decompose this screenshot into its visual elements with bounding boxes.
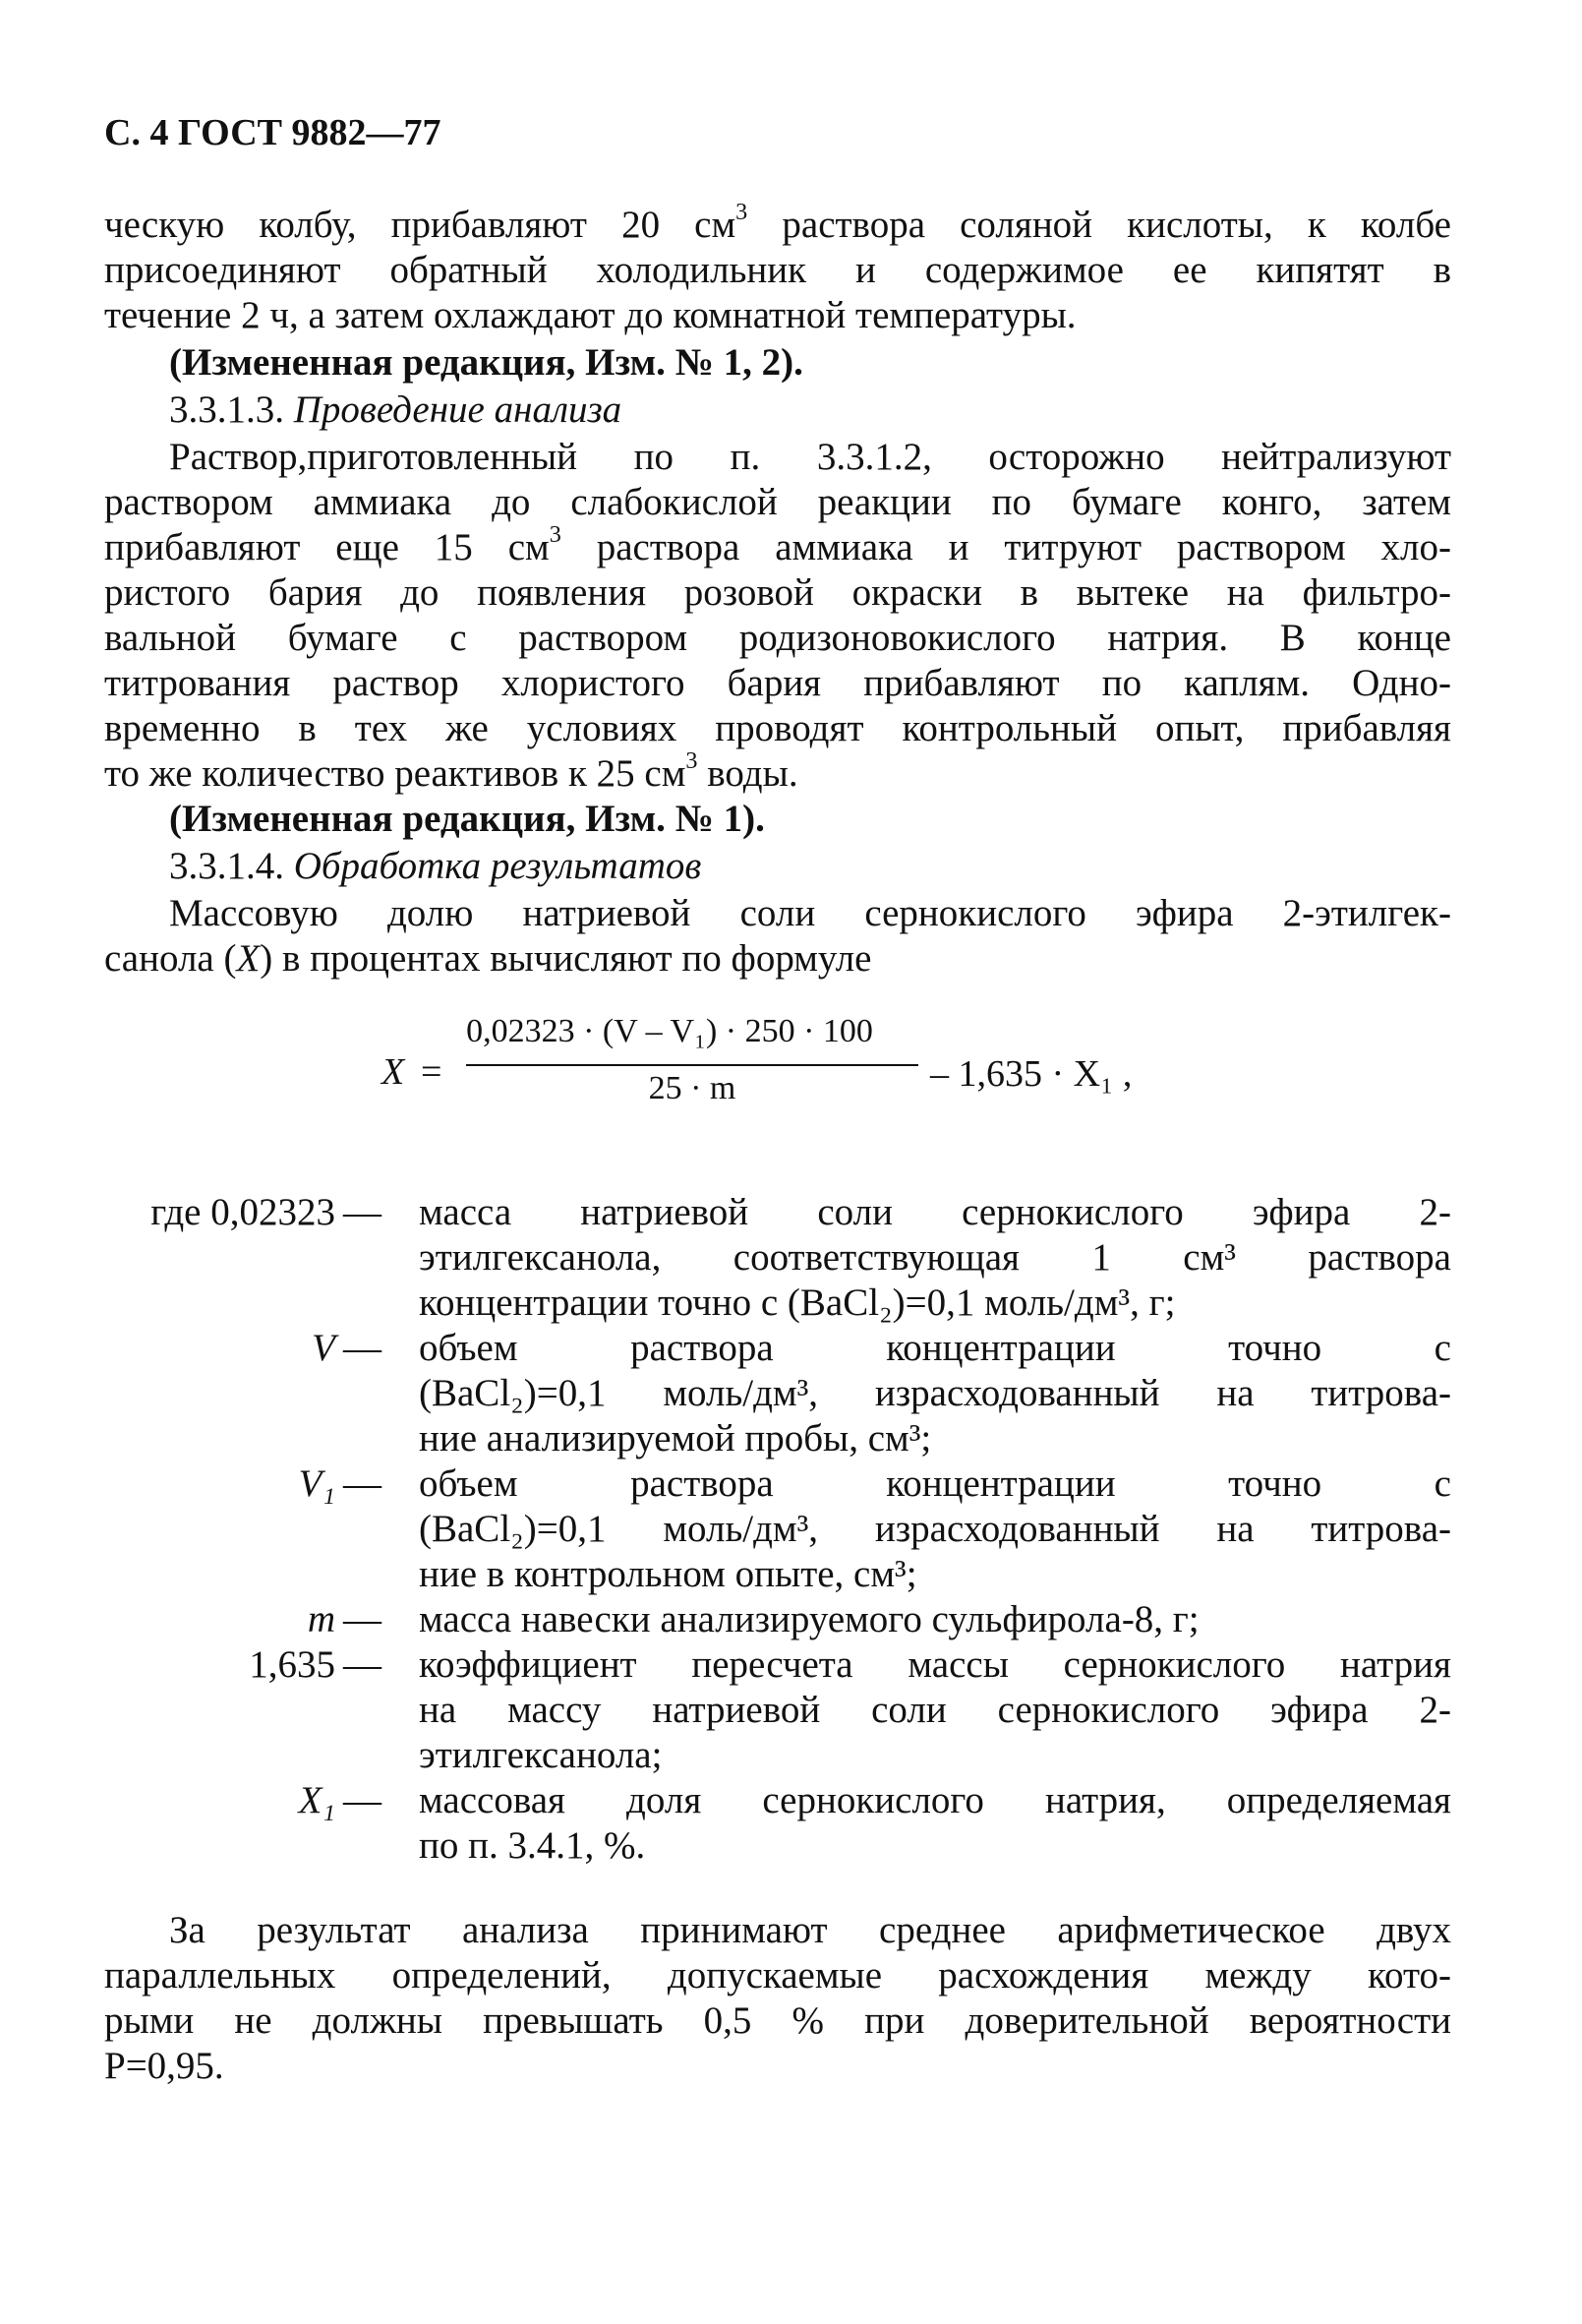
formula-tail: – 1,635 · X₁ , [930, 1053, 1133, 1095]
text-line: вальной бумаге с раствором родизоновокислого натрия. В конце [104, 617, 1451, 659]
text-line: ческую колбу, прибавляют 20 $см^3$ раствора соляной кислоты, к колбе [104, 198, 1451, 246]
text-line: ристого бария до появления розовой окраски в вытеке на фильтро- [104, 571, 1451, 614]
text-line: течение 2 ч, а затем охлаждают до комнатной температуры. [104, 294, 1077, 336]
text-line: Раствор,приготовленный по п. 3.3.1.2, осторожно нейтрализуют [169, 436, 1451, 478]
text-line: прибавляют еще 15 $см^3$ раствора аммиака и титруют раствором хло- [104, 520, 1451, 568]
formula-equals: = [421, 1051, 442, 1093]
text-line: санола (X) в процентах вычисляют по формуле [104, 937, 872, 980]
text-line: титрования раствор хлористого бария прибавляют по каплям. Одно- [104, 662, 1451, 704]
definition-symbol: 1,635 — [249, 1643, 381, 1686]
definition-symbol: X₁ — [298, 1779, 381, 1821]
formula [381, 1013, 1198, 1131]
definition-text: объем раствора концентрации точно с (BaCl₂)=0,1 моль/дм³, израсходованный на титрова- ние в контрольном опыте, см³; [419, 1462, 1451, 1595]
text-line: Массовую долю натриевой соли сернокислого эфира 2-этилгек- [169, 892, 1451, 934]
text-line: рыми не должны превышать 0,5 % при доверительной вероятности [104, 1999, 1451, 2042]
definition-text: объем раствора концентрации точно с (BaCl₂)=0,1 моль/дм³, израсходованный на титрова- ние анализируемой пробы, см³; [419, 1327, 1451, 1460]
definition-text: массовая доля сернокислого натрия, определяемая по п. 3.4.1, %. [419, 1779, 1451, 1867]
formula-lhs: X [381, 1051, 405, 1093]
definition-symbol: m — [307, 1598, 381, 1640]
formula-numerator: 0,02323 · (V – V₁) · 250 · 100 [466, 1013, 873, 1049]
text-line: раствором аммиака до слабокислой реакции по бумаге конго, затем [104, 481, 1451, 523]
formula-denominator: 25 · m [648, 1070, 736, 1106]
fraction-bar [466, 1064, 918, 1066]
definition-text: масса натриевой соли сернокислого эфира 2- этилгексанола, соответствующая 1 см³ раствора концентрации точно с (BaCl₂)=0,1 моль/дм³, г; [419, 1191, 1451, 1324]
section-heading: 3.3.1.3. Проведение анализа [169, 388, 622, 431]
section-heading: 3.3.1.4. Обработка результатов [169, 845, 702, 887]
text-line: параллельных определений, допускаемые расхождения между кото- [104, 1954, 1451, 1996]
text-line: то же количество реактивов к 25 $см^3$ воды. [104, 746, 798, 795]
definition-text: масса навески анализируемого сульфирола-8, г; [419, 1598, 1200, 1640]
edit-note: (Измененная редакция, Изм. № 1). [169, 798, 765, 840]
page-header: С. 4 ГОСТ 9882—77 [104, 112, 441, 153]
definition-text: коэффициент пересчета массы сернокислого натрия на массу натриевой соли сернокислого эфира 2- этилгексанола; [419, 1643, 1451, 1776]
definition-symbol: V — [312, 1327, 381, 1369]
text-line: P=0,95. [104, 2045, 224, 2087]
text-line: временно в тех же условиях проводят контрольный опыт, прибавляя [104, 707, 1451, 749]
definition-symbol: V₁ — [298, 1462, 381, 1505]
text-line: присоединяют обратный холодильник и содержимое ее кипятят в [104, 249, 1451, 291]
edit-note: (Измененная редакция, Изм. № 1, 2). [169, 341, 803, 384]
text-line: За результат анализа принимают среднее арифметическое двух [169, 1909, 1451, 1951]
definition-symbol: где 0,02323 — [150, 1191, 381, 1233]
